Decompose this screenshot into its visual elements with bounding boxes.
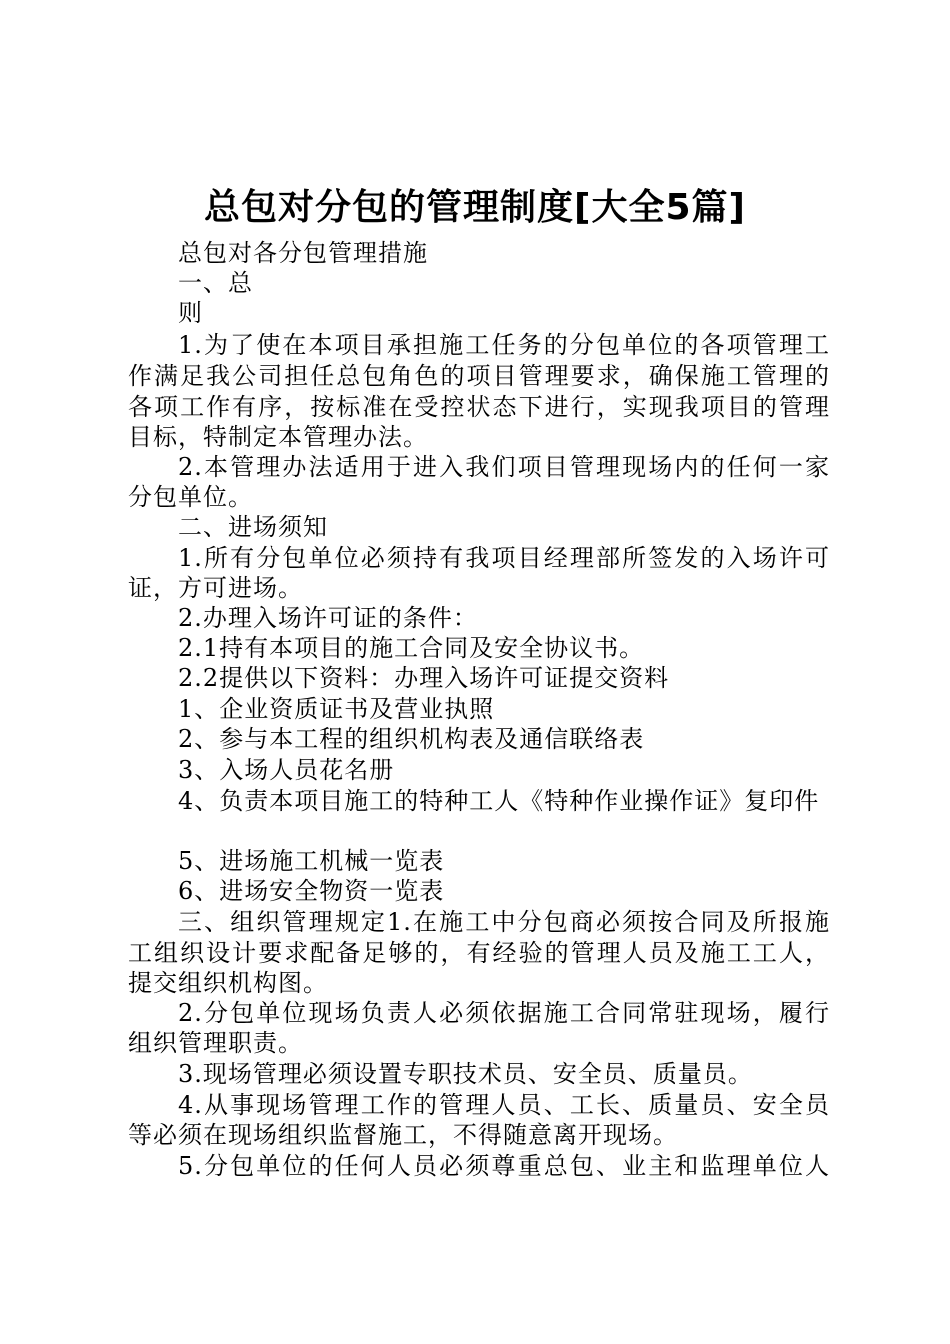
text-line: 二、进场须知 bbox=[178, 513, 328, 541]
text-line: 2.1持有本项目的施工合同及安全协议书。 bbox=[178, 634, 645, 662]
text-line: 证，方可进场。 bbox=[128, 574, 303, 602]
text-line: 3、入场人员花名册 bbox=[178, 756, 395, 784]
text-line: 2.分包单位现场负责人必须依据施工合同常驻现场，履行 bbox=[178, 999, 830, 1027]
text-line: 分包单位。 bbox=[128, 483, 253, 511]
text-line: 作满足我公司担任总包角色的项目管理要求，确保施工管理的 bbox=[128, 362, 830, 390]
text-line: 3.现场管理必须设置专职技术员、安全员、质量员。 bbox=[178, 1060, 753, 1088]
text-line: 1.所有分包单位必须持有我项目经理部所签发的入场许可 bbox=[178, 544, 830, 572]
document-title: 总包对分包的管理制度[大全5篇] bbox=[204, 187, 746, 228]
text-line: 三、组织管理规定1.在施工中分包商必须按合同及所报施 bbox=[178, 908, 830, 936]
text-line: 一、总 bbox=[178, 269, 253, 297]
text-line: 工组织设计要求配备足够的，有经验的管理人员及施工工人， bbox=[128, 939, 830, 967]
text-line: 2.本管理办法适用于进入我们项目管理现场内的任何一家 bbox=[178, 453, 830, 481]
text-line: 提交组织机构图。 bbox=[128, 969, 328, 997]
text-line: 1.为了使在本项目承担施工任务的分包单位的各项管理工 bbox=[178, 331, 830, 359]
text-line: 则 bbox=[178, 299, 203, 327]
text-line: 4、负责本项目施工的特种工人《特种作业操作证》复印件 bbox=[178, 787, 820, 815]
text-line: 组织管理职责。 bbox=[128, 1029, 303, 1057]
text-line: 2、参与本工程的组织机构表及通信联络表 bbox=[178, 725, 645, 753]
text-line: 目标，特制定本管理办法。 bbox=[128, 423, 428, 451]
text-line: 2.办理入场许可证的条件： bbox=[178, 604, 478, 632]
text-line: 5.分包单位的任何人员必须尊重总包、业主和监理单位人 bbox=[178, 1152, 830, 1180]
text-line: 2.2提供以下资料：办理入场许可证提交资料 bbox=[178, 664, 670, 692]
text-line: 总包对各分包管理措施 bbox=[178, 239, 428, 267]
text-line: 各项工作有序，按标准在受控状态下进行，实现我项目的管理 bbox=[128, 393, 830, 421]
text-line: 6、进场安全物资一览表 bbox=[178, 877, 445, 905]
text-line: 5、进场施工机械一览表 bbox=[178, 847, 445, 875]
text-line: 等必须在现场组织监督施工，不得随意离开现场。 bbox=[128, 1121, 678, 1149]
text-line: 4.从事现场管理工作的管理人员、工长、质量员、安全员 bbox=[178, 1091, 830, 1119]
text-line: 1、企业资质证书及营业执照 bbox=[178, 695, 495, 723]
